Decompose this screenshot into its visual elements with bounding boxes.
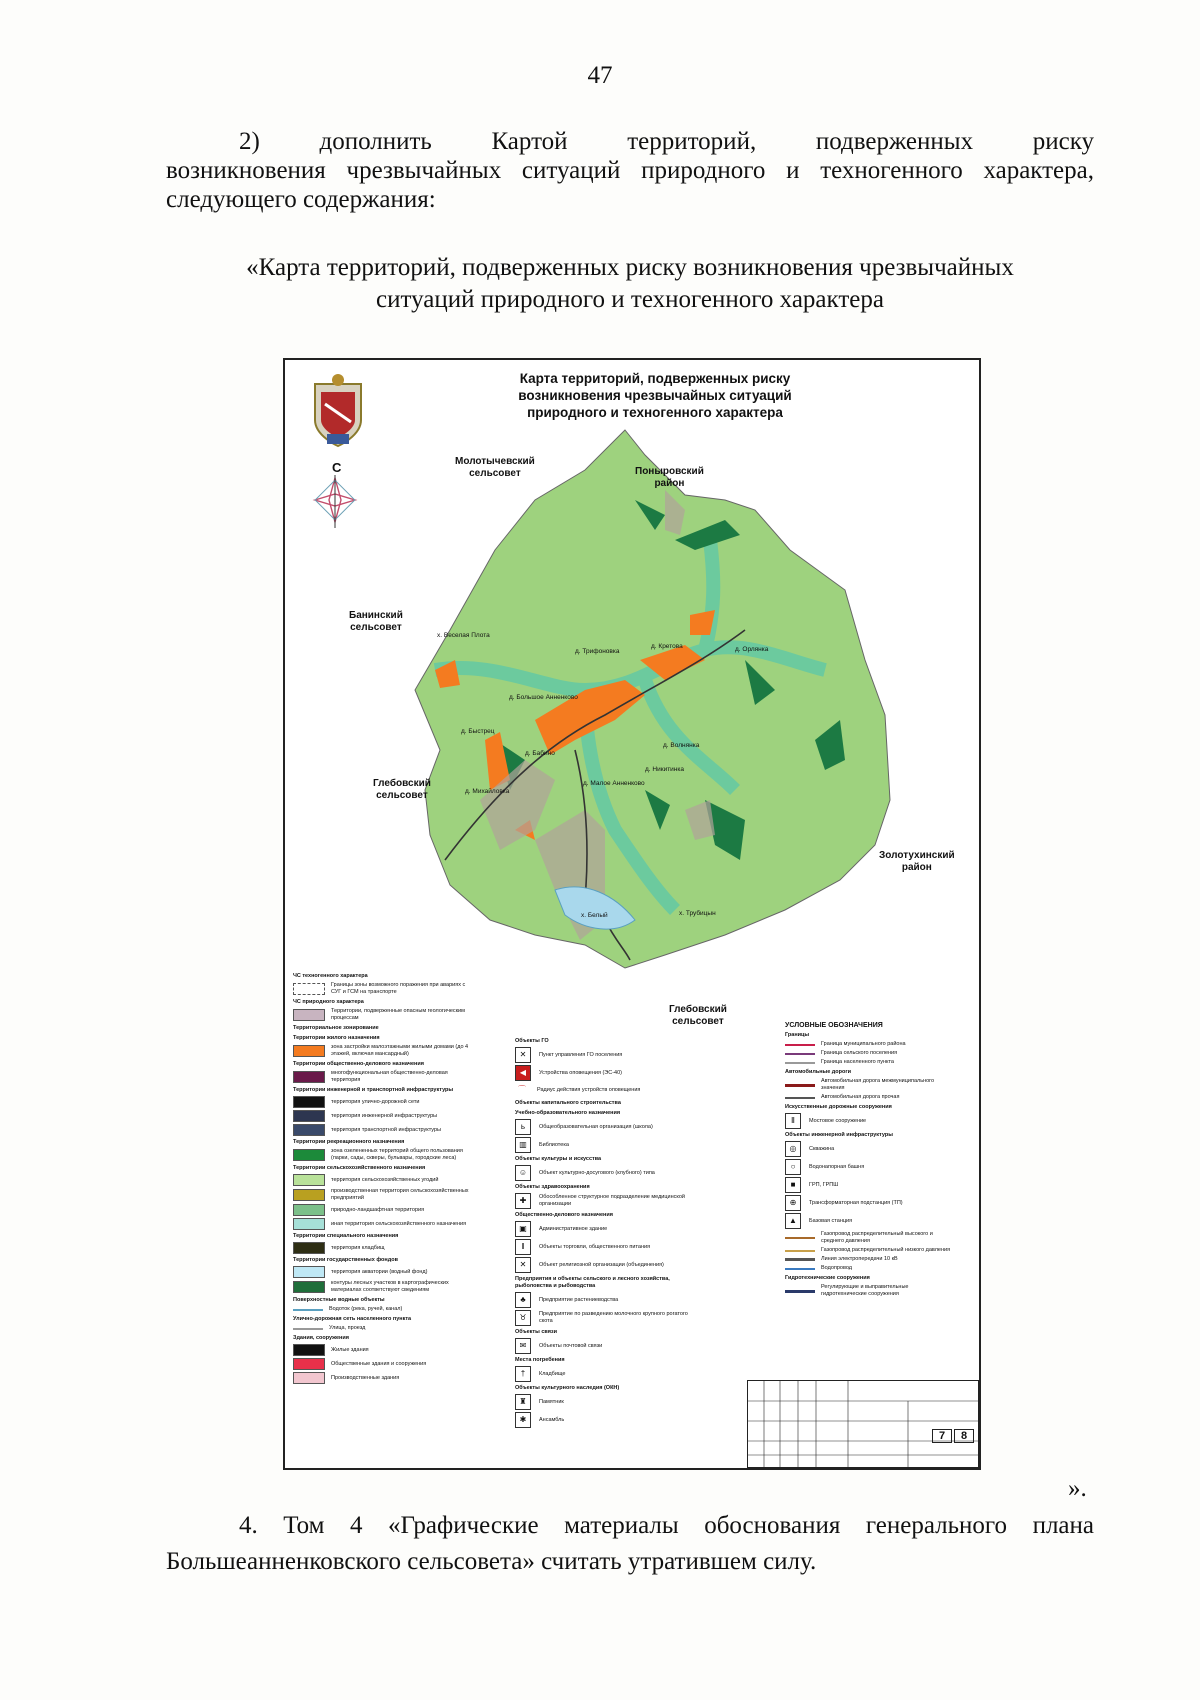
region-label: район: [654, 478, 685, 489]
legend-middle: [515, 1035, 690, 1430]
base-station-icon: ▲: [785, 1213, 801, 1229]
region-label: сельсовет: [350, 622, 402, 633]
legend-item: [515, 1047, 690, 1063]
legend-text: Объект культурно-досугового (клубного) типа: [539, 1169, 655, 1176]
region-label: сельсовет: [672, 1016, 724, 1027]
map-title-line2: возникновения чрезвычайных ситуаций: [518, 388, 792, 403]
legend-subheading: Территории государственных фондов: [293, 1257, 398, 1263]
legend-heading: Места погребения: [515, 1357, 565, 1363]
legend-item: [785, 1041, 955, 1048]
legend-item: [785, 1247, 955, 1254]
crop-farm-icon: ♣: [515, 1292, 531, 1308]
village-label: д. Трифоновка: [575, 648, 620, 655]
legend-text: Водоток (река, ручей, канал): [329, 1306, 403, 1312]
legend-subheading: Территории сельскохозяйственного назначения: [293, 1165, 426, 1171]
legend-item: [785, 1265, 955, 1272]
legend-item: [785, 1113, 955, 1129]
legend-text: Автомобильная дорога прочая: [821, 1094, 900, 1100]
region-molotychevsky: [455, 456, 535, 480]
legend-subheading: Территории инженерной и транспортной инфраструктуры: [293, 1087, 454, 1093]
library-icon: ▥: [515, 1137, 531, 1153]
legend-heading: Гидротехнические сооружения: [785, 1275, 870, 1281]
legend-item: [293, 1306, 473, 1313]
legend-item: [785, 1177, 955, 1193]
legend-text: Граница муниципального района: [821, 1041, 906, 1047]
legend-text: Газопровод распределительный низкого давления: [821, 1247, 951, 1253]
shop-icon: ‖: [515, 1239, 531, 1255]
admin-building-icon: ▣: [515, 1221, 531, 1237]
sheet-count: 8: [954, 1429, 974, 1443]
legend-text: Линия электропередачи 10 кВ: [821, 1256, 898, 1262]
legend-text: контуры лесных участков в картографических материалах соответствуют сведениям: [331, 1280, 449, 1293]
legend-item: [293, 1218, 473, 1230]
legend-subheading: Объекты культуры и искусства: [515, 1156, 602, 1162]
paragraph-2: [166, 127, 1094, 214]
region-glebovsky-south: [669, 1004, 727, 1028]
legend-text: Радиус действия устройств оповещения: [537, 1086, 641, 1093]
legend-item: [785, 1050, 955, 1057]
control-point-icon: ✕: [515, 1047, 531, 1063]
legend-item: [515, 1221, 690, 1237]
legend-text: многофункциональная общественно-деловая территория: [331, 1070, 448, 1083]
legend-text: Памятник: [539, 1398, 564, 1405]
legend-item: [515, 1338, 690, 1354]
legend-heading: Здания, сооружения: [293, 1335, 349, 1341]
dairy-farm-icon: ♉: [515, 1310, 531, 1326]
well-icon: ◎: [785, 1141, 801, 1157]
legend-item: [293, 1174, 473, 1186]
legend-item: [293, 1325, 473, 1332]
legend-heading: Объекты капитального строительства: [515, 1100, 621, 1106]
legend-subheading: Предприятия и объекты сельского и лесного хозяйства, рыболовства и рыбоводства: [515, 1276, 670, 1289]
radius-icon: ⌒: [518, 1085, 526, 1094]
region-label: Глебовский: [373, 778, 431, 789]
legend-item: [293, 1148, 473, 1162]
legend-text: Производственные здания: [331, 1374, 400, 1381]
village-label: д. Кретова: [651, 643, 683, 650]
legend-text: Объекты торговли, общественного питания: [539, 1243, 651, 1250]
legend-item: [515, 1065, 690, 1081]
legend-item: [515, 1366, 690, 1382]
legend-item: [293, 1344, 473, 1356]
legend-text: зона застройки малоэтажными жилыми домами (до 4 этажей, включая мансардный): [331, 1044, 469, 1057]
legend-left: [293, 970, 473, 1386]
village-label: д. Волнянка: [663, 742, 700, 749]
caption-line1: «Карта территорий, подверженных риску возникновения чрезвычайных: [246, 254, 1014, 281]
region-zolotukhinsky: [879, 850, 955, 874]
legend-item: [515, 1193, 690, 1209]
map-title-line3: природного и техногенного характера: [527, 405, 783, 420]
legend-text: Устройства оповещения (ЭС-40): [539, 1069, 622, 1076]
village-label: д. Малое Анненково: [583, 780, 645, 787]
legend-item: [785, 1213, 955, 1229]
legend-text: Жилые здания: [331, 1346, 369, 1353]
legend-item: [785, 1256, 955, 1263]
legend-text: Базовая станция: [809, 1217, 853, 1224]
region-glebovsky-west: [373, 778, 431, 802]
legend-item: [515, 1412, 690, 1428]
legend-item: [515, 1239, 690, 1255]
village-label: д. Михайловка: [465, 788, 510, 795]
village-label: х. Веселая Плота: [437, 632, 490, 639]
region-baninsky: [349, 610, 403, 634]
medical-icon: ✚: [515, 1193, 531, 1209]
legend-item: [293, 982, 473, 996]
region-label: Банинский: [349, 610, 403, 621]
paragraph-2-line1: 2) дополнить Картой территорий, подверженных риску: [239, 128, 1094, 155]
legend-text: Кладбище: [539, 1370, 566, 1377]
legend-text: зона озелененных территорий общего пользования (парки, сады, скверы, бульвары, городские леса): [331, 1148, 463, 1161]
region-ponyrovsky: [635, 466, 704, 490]
legend-heading: Объекты связи: [515, 1329, 558, 1335]
legend-item: [515, 1310, 690, 1326]
village-label: д. Орлянка: [735, 646, 769, 653]
legend-item: [785, 1159, 955, 1175]
legend-item: [293, 1280, 473, 1294]
legend-heading: ЧС техногенного характера: [293, 973, 368, 979]
legend-item: [293, 1008, 473, 1022]
legend-heading: Улично-дорожная сеть населенного пункта: [293, 1316, 412, 1322]
legend-heading: Поверхностные водные объекты: [293, 1297, 385, 1303]
legend-subheading: Территории жилого назначения: [293, 1035, 380, 1041]
legend-subheading: Объекты здравоохранения: [515, 1184, 590, 1190]
legend-item: [785, 1195, 955, 1211]
legend-item: [293, 1188, 473, 1202]
legend-item: [785, 1231, 955, 1245]
map-title: [445, 370, 865, 421]
water-tower-icon: ○: [785, 1159, 801, 1175]
legend-text: природно-ландшафтная территория: [331, 1206, 425, 1213]
paragraph-4: 4. Том 4 «Графические материалы обоснования генерального плана Большеанненковского сельсовета» считать утратившем силу.: [166, 1512, 1094, 1575]
culture-icon: ☺: [515, 1165, 531, 1181]
legend-text: Границы зоны возможного поражения при авариях с СУГ и ГСМ на транспорте: [331, 982, 466, 995]
legend-item: [785, 1141, 955, 1157]
legend-heading: Территориальное зонирование: [293, 1025, 379, 1031]
region-label: сельсовет: [469, 468, 521, 479]
region-label: район: [901, 862, 932, 873]
legend-text: Граница сельского поселения: [821, 1050, 898, 1056]
bridge-icon: Ⅱ: [785, 1113, 801, 1129]
coat-of-arms: [315, 374, 361, 446]
legend-item: [293, 1242, 473, 1254]
title-block-stamp: [747, 1380, 979, 1468]
legend-text: Обособленное структурное подразделение медицинской организации: [539, 1194, 685, 1207]
village-label: д. Бабино: [525, 750, 555, 757]
village-label: д. Быстрец: [461, 728, 495, 735]
legend-text: территория инженерной инфраструктуры: [331, 1112, 438, 1119]
legend-text: Водонапорная башня: [809, 1163, 865, 1170]
legend-text: Общественные здания и сооружения: [331, 1360, 427, 1367]
legend-text: Объекты почтовой связи: [539, 1342, 603, 1349]
legend-text: Территории, подверженные опасным геологическим процессам: [331, 1008, 465, 1021]
legend-text: Объект религиозной организации (объединения): [539, 1261, 664, 1268]
stamp-grid: [748, 1381, 978, 1467]
legend-text: территория акватории (водный фонд): [331, 1268, 428, 1275]
legend-heading: Объекты ГО: [515, 1038, 549, 1044]
sheet-number: 7: [932, 1429, 952, 1443]
legend-text: ГРП, ГРПШ: [809, 1181, 839, 1188]
school-icon: ь: [515, 1119, 531, 1135]
closing-quote: ».: [1068, 1475, 1087, 1502]
legend-item: [785, 1094, 955, 1101]
legend-text: Мостовое сооружение: [809, 1117, 867, 1124]
legend-item: [785, 1059, 955, 1066]
transformer-icon: ⊕: [785, 1195, 801, 1211]
region-label: Золотухинский: [879, 850, 955, 861]
legend-item: [293, 1110, 473, 1122]
paragraph-2-rest: возникновения чрезвычайных ситуаций природного и техногенного характера, следующего содержания:: [166, 157, 1094, 213]
village-label: х. Белый: [581, 912, 608, 919]
legend-text: Общеобразовательная организация (школа): [539, 1123, 653, 1130]
legend-item: [293, 1124, 473, 1136]
legend-subheading: Территории специального назначения: [293, 1233, 399, 1239]
legend-right: [785, 1022, 955, 1300]
region-label: Поныровский: [635, 466, 704, 477]
legend-item: [293, 1204, 473, 1216]
region-label: Молотычевский: [455, 456, 535, 467]
sheet-numbers: [930, 1429, 974, 1443]
gas-station-icon: ■: [785, 1177, 801, 1193]
legend-text: Граница населенного пункта: [821, 1059, 894, 1065]
ensemble-icon: ✱: [515, 1412, 531, 1428]
caption-line2: ситуаций природного и техногенного характера: [376, 286, 884, 313]
legend-text: Автомобильная дорога межмуниципального значения: [821, 1078, 935, 1091]
legend-heading: Объекты инженерной инфраструктуры: [785, 1132, 893, 1138]
legend-item: [785, 1078, 955, 1092]
legend-item: [293, 1266, 473, 1278]
legend-text: иная территория сельскохозяйственного назначения: [331, 1220, 467, 1227]
legend-heading: ЧС природного характера: [293, 999, 364, 1005]
legend-item: [515, 1292, 690, 1308]
region-label: сельсовет: [376, 790, 428, 801]
region-label: Глебовский: [669, 1004, 727, 1015]
page-number: 47: [587, 62, 613, 89]
legend-item: [293, 1044, 473, 1058]
cemetery-icon: †: [515, 1366, 531, 1382]
legend-text: производственная территория сельскохозяйственных предприятий: [331, 1188, 469, 1201]
legend-text: Административное здание: [539, 1225, 608, 1232]
legend-subheading: Территории рекреационного назначения: [293, 1139, 405, 1145]
legend-subheading: Общественно-делового назначения: [515, 1212, 613, 1218]
legend-item: [293, 1096, 473, 1108]
legend-item: [293, 1070, 473, 1084]
legend-heading: Автомобильные дороги: [785, 1069, 852, 1075]
legend-item: [515, 1257, 690, 1273]
legend-text: Трансформаторная подстанция (ТП): [809, 1199, 903, 1206]
legend-text: Газопровод распределительный высокого и среднего давления: [821, 1231, 933, 1244]
legend-item: [515, 1119, 690, 1135]
legend-heading: Объекты культурного наследия (ОКН): [515, 1385, 620, 1391]
compass-north-letter: С: [332, 460, 342, 475]
village-label: д. Никитинка: [645, 766, 685, 773]
legend-text: Ансамбль: [539, 1416, 565, 1423]
legend-text: территория кладбищ: [331, 1244, 385, 1251]
compass-rose: [315, 475, 355, 528]
legend-subheading: Учебно-образовательного назначения: [515, 1110, 621, 1116]
legend-text: Пункт управления ГО поселения: [539, 1051, 623, 1058]
legend-item: [293, 1372, 473, 1384]
legend-text: территория сельскохозяйственных угодий: [331, 1176, 439, 1183]
siren-icon: ◀: [515, 1065, 531, 1081]
village-label: х. Трубицын: [679, 910, 716, 917]
legend-text: Водопровод: [821, 1265, 852, 1271]
legend-text: территория улично-дорожной сети: [331, 1098, 420, 1105]
legend-item: [515, 1083, 690, 1097]
map-caption: [166, 252, 1094, 316]
church-icon: ✕: [515, 1257, 531, 1273]
legend-item: [515, 1394, 690, 1410]
post-icon: ✉: [515, 1338, 531, 1354]
legend-title: УСЛОВНЫЕ ОБОЗНАЧЕНИЯ: [785, 1022, 883, 1029]
legend-text: Предприятие растениеводства: [539, 1296, 619, 1303]
legend-item: [785, 1284, 955, 1298]
legend-item: [515, 1165, 690, 1181]
legend-text: Предприятие по разведению молочного крупного рогатого скота: [539, 1311, 688, 1324]
legend-text: Библиотека: [539, 1141, 569, 1148]
monument-icon: ♜: [515, 1394, 531, 1410]
legend-subheading: Территории общественно-делового назначения: [293, 1061, 424, 1067]
legend-item: [515, 1137, 690, 1153]
village-label: д. Большое Анненково: [509, 694, 578, 701]
map-figure: [283, 358, 981, 1470]
legend-text: Регулирующие и выправительные гидротехнические сооружения: [821, 1284, 909, 1297]
legend-item: [293, 1358, 473, 1370]
legend-text: территория транспортной инфраструктуры: [331, 1126, 441, 1133]
legend-text: Скважина: [809, 1145, 835, 1152]
legend-heading: Границы: [785, 1032, 810, 1038]
legend-heading: Искусственные дорожные сооружения: [785, 1104, 892, 1110]
map-title-line1: Карта территорий, подверженных риску: [519, 371, 791, 386]
legend-text: Улица, проезд: [329, 1325, 366, 1331]
